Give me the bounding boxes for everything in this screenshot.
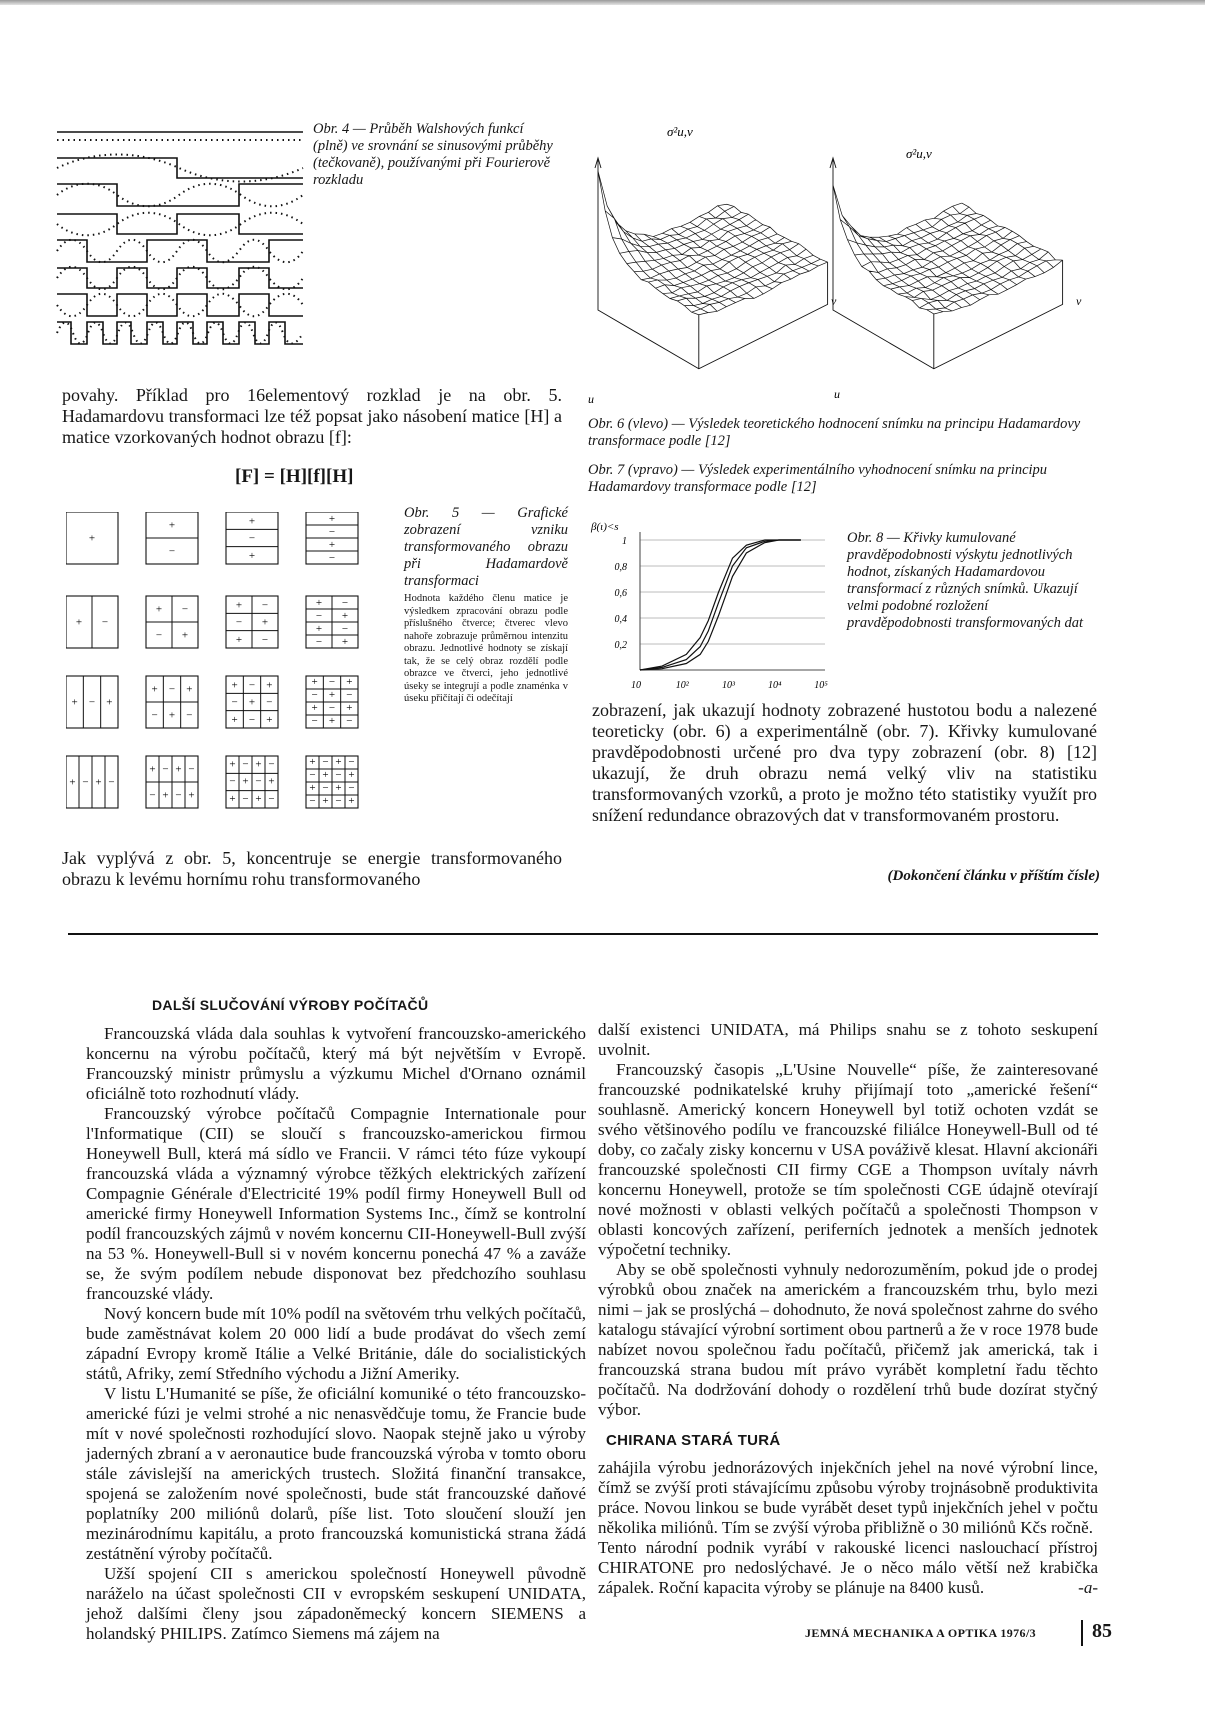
svg-text:+: +: [255, 793, 262, 805]
svg-text:−: −: [335, 769, 342, 782]
chart-x-tick: 10⁵: [814, 680, 828, 690]
left-continuation: Jak vyplývá z obr. 5, koncentruje se energie transformovaného obrazu k levému hornímu rohu transformovaného: [62, 848, 562, 889]
svg-text:−: −: [242, 793, 249, 805]
figure-6-caption: Obr. 6 (vlevo) — Výsledek teoretického hodnocení snímku na principu Hadamardovy transformace podle [12]: [588, 416, 1081, 449]
svg-text:−: −: [175, 789, 182, 802]
article-1-column-2: [598, 1020, 1098, 1420]
svg-text:−: −: [311, 689, 318, 702]
figure-6-surface: [595, 158, 828, 369]
chart-series-line: [640, 540, 801, 670]
article-1-paragraph-1: Francouzská vláda dala souhlas k vytvoření francouzsko-amerického koncernu na výrobu počítačů, který má být největším v Evropě. Francouzský ministr průmyslu a výzkumu Michel d'Ornano oznámil oficiálně toto rozhodnutí vlády.: [86, 1024, 586, 1103]
svg-text:+: +: [266, 679, 273, 692]
svg-text:+: +: [235, 634, 243, 646]
figure-8-caption: Obr. 8 — Křivky kumulované pravděpodobnosti výskytu jednotlivých hodnot, získaných Hadamardovou transformací z různých snímků. Ukazují velmi podobné rozložení pravděpodobnosti transformovaných dat: [847, 530, 1084, 631]
hadamard-cell-1-2: [226, 596, 278, 648]
chart-y-tick: 0,2: [614, 640, 627, 651]
chart-y-tick: 0,4: [614, 614, 627, 625]
svg-text:+: +: [188, 789, 195, 802]
hadamard-cell-3-1: [146, 756, 198, 808]
hadamard-cell-0-2: [226, 512, 278, 564]
svg-text:+: +: [311, 676, 318, 689]
svg-text:−: −: [101, 616, 109, 629]
svg-text:−: −: [88, 696, 96, 709]
figure-7-surface: [830, 158, 1063, 369]
hadamard-cell-1-0: [66, 596, 118, 648]
svg-text:+: +: [75, 616, 83, 629]
section-separator: [68, 933, 1098, 935]
svg-text:−: −: [168, 545, 176, 558]
svg-text:−: −: [346, 689, 353, 702]
article-2-title: CHIRANA STARÁ TURÁ: [606, 1432, 781, 1449]
svg-text:−: −: [181, 603, 189, 616]
svg-text:−: −: [235, 616, 243, 629]
svg-text:−: −: [168, 683, 176, 696]
figure-8-chart: [585, 520, 840, 690]
svg-text:+: +: [168, 709, 176, 722]
chart-y-tick: 1: [622, 536, 627, 547]
svg-text:−: −: [335, 795, 342, 808]
figure-5-caption-title: Obr. 5 — Grafické zobrazení vzniku transformovaného obrazu při Hadamardově transformaci: [404, 505, 568, 589]
svg-text:+: +: [309, 782, 316, 795]
top-border: [0, 0, 1205, 5]
article-1-paragraph-7: Francouzský časopis „L'Usine Nouvelle“ píše, že zainteresované francouzské podnikatelské kruhy přijímají toto „americké řešení“ souhlasně. Americký koncern Honeywell byl totiž ochoten vzdát se svého většinového podílu ve francouzské filiálce Honeywell-Bull od té doby, co začaly zisky koncernu v USA pováživě klesat. Hlavní akcionáři francouzské společnosti CII firmy CGE a Thompson uvítaly návrh koncernu Honeywell, protože se tím společnosti CGE údajně otevírají nové možnosti v oblasti velkých počítačů a společnosti Thompson v oblasti koncových zařízení, periferních jednotek a menších jednotek výpočetní techniky.: [598, 1060, 1098, 1259]
figure-5-hadamard-grid: [66, 512, 386, 832]
article-1-paragraph-6: další existenci UNIDATA, má Philips snahu se z tohoto seskupení uvolnit.: [598, 1020, 1098, 1059]
svg-text:+: +: [229, 793, 236, 805]
svg-text:−: −: [268, 793, 275, 805]
svg-text:+: +: [248, 696, 256, 709]
svg-text:−: −: [328, 526, 336, 539]
svg-text:+: +: [229, 758, 236, 771]
hadamard-cell-2-3: [306, 676, 358, 728]
svg-text:−: −: [309, 769, 316, 782]
svg-text:+: +: [266, 714, 273, 726]
svg-text:−: −: [248, 679, 256, 692]
right-continuation: zobrazení, jak ukazují hodnoty zobrazené hustotou bodu a nalezené teoreticky (obr. 6) a experimentálně (obr. 7). Křivky kumulované pravděpodobnosti určené pro dva typy zobrazení (obr. 8) [12] ukazují, že druh obrazu nemá velký vliv na statistiku transformovaných vzorků, a proto je možno této statistiky využít pro snížení redundance obrazových dat v transformovaném prostoru.: [592, 700, 1097, 825]
svg-text:−: −: [155, 629, 163, 642]
chart-x-tick: 10³: [722, 680, 735, 690]
footer-divider: [1081, 1620, 1083, 1646]
footer-journal: JEMNÁ MECHANIKA A OPTIKA 1976/3: [805, 1626, 1037, 1640]
article-1-paragraph-8: Aby se obě společnosti vyhnuly nedorozuměním, pokud jde o prodej výrobků obou značek na americkém a francouzském trhu, bylo mezi nimi – jak se proslýchá – dohodnuto, že nová společnost zahrne do svého katalogu stávající výrobní sortiment obou partnerů a že v roce 1978 bude nabízet novou společnou řadu počítačů, přičemž jak americká, tak i francouzská strana budou mít právo vyrábět kompletní řadu těchto počítačů. Na dodržování dohody o rozdělení trhů bude dozírat styčný výbor.: [598, 1260, 1098, 1419]
fig7-v-label: v: [1076, 294, 1082, 308]
svg-text:−: −: [268, 758, 275, 771]
hadamard-cell-2-1: [146, 676, 198, 728]
svg-text:+: +: [149, 763, 156, 776]
figure-4-walsh-functions: [55, 128, 310, 366]
svg-text:−: −: [242, 758, 249, 771]
chart-y-tick: 0,8: [614, 562, 627, 573]
article-2-paragraph-1: zahájila výrobu jednorázových injekčních jehel na nové výrobní lince, čímž se zvýší proti stávajícímu způsobu výroby trojnásobně produktivita práce. Novou linkou se bude vyrábět deset typů injekčních jehel v počtu několika miliónů. Tím se zvýší výroba přibližně o 30 miliónů Kčs ročně.: [598, 1458, 1098, 1537]
svg-text:+: +: [311, 702, 318, 715]
fig6-u-label: u: [588, 392, 594, 406]
walsh-solid-lines: [57, 132, 303, 344]
hadamard-cell-1-1: [146, 596, 198, 648]
fig7-u-label: u: [834, 387, 840, 401]
svg-text:+: +: [315, 623, 323, 636]
fig7-sigma-label: σ²u,v: [906, 146, 932, 161]
svg-text:+: +: [248, 550, 256, 562]
svg-text:−: −: [315, 636, 323, 649]
svg-text:+: +: [335, 782, 342, 795]
chart-series-line: [640, 540, 801, 670]
svg-text:+: +: [95, 776, 102, 789]
svg-text:−: −: [341, 623, 349, 636]
svg-text:−: −: [229, 775, 236, 788]
svg-text:−: −: [348, 756, 355, 769]
svg-text:+: +: [346, 676, 353, 689]
sine-dotted-lines: [57, 140, 303, 344]
hadamard-cell-3-3: [306, 756, 358, 808]
svg-text:−: −: [322, 782, 329, 795]
svg-text:+: +: [322, 795, 329, 808]
hadamard-cell-3-0: [66, 756, 118, 808]
intro-paragraph: povahy. Příklad pro 16elementový rozklad je na obr. 5. Hadamardovu transformaci lze též popsat jako násobení matice [H] a matice vzorkovaných hodnot obrazu [f]:: [62, 385, 562, 447]
svg-text:+: +: [155, 603, 163, 616]
svg-text:−: −: [255, 775, 262, 788]
continuation-note: (Dokončení článku v příštím čísle): [887, 868, 1100, 884]
svg-text:−: −: [315, 610, 323, 623]
svg-text:+: +: [315, 597, 323, 610]
chart-series-line: [640, 540, 801, 670]
svg-text:−: −: [261, 599, 269, 612]
svg-text:+: +: [346, 702, 353, 715]
svg-text:−: −: [108, 776, 115, 789]
svg-text:−: −: [328, 552, 336, 565]
svg-text:+: +: [175, 763, 182, 776]
chart-y-tick: 0,6: [614, 588, 627, 599]
svg-text:−: −: [266, 696, 273, 709]
svg-text:−: −: [248, 714, 256, 726]
svg-text:+: +: [341, 610, 349, 623]
svg-text:+: +: [181, 629, 189, 642]
svg-text:+: +: [328, 715, 336, 728]
article-2-paragraph-2: Tento národní podnik vyrábí v rakouské licenci naslouchací přístroj CHIRATONE pro nedoslýchavé. Je o něco málo větší než krabička zápalek. Roční kapacita výroby se plánuje na 8400 kusů.: [598, 1538, 1098, 1597]
article-1-paragraph-2: Francouzský výrobce počítačů Compagnie Internationale pour l'Informatique (CII) se sloučí s francouzsko-americkou firmou Honeywell Bull, která má sídlo ve Francii. V rámci této fúze vykoupí francouzská vláda a významný výrobce těžkých elektrických zařízení Compagnie Générale d'Electricité 19% podíl firmy Honeywell Bull od americké firmy Honeywell Information Systems Inc., čímž se kontrolní podíl francouzských zájmů v novém koncernu CII-Honeywell-Bull zvýší na 53 %. Honeywell-Bull si v novém koncernu ponechá 47 % a zaváže se, že svým podílem nebude disponovat bez předchozího souhlasu francouzské vlády.: [86, 1104, 586, 1303]
svg-text:−: −: [309, 795, 316, 808]
svg-text:−: −: [231, 696, 238, 709]
chart-frame: [640, 532, 825, 670]
svg-text:−: −: [322, 756, 329, 769]
svg-text:+: +: [261, 616, 269, 629]
svg-text:+: +: [106, 696, 113, 709]
figure-5-caption: [404, 505, 568, 706]
svg-text:+: +: [255, 758, 262, 771]
svg-text:+: +: [328, 513, 336, 526]
article-2-body: [598, 1458, 1098, 1598]
figures-6-7-surfaces: [588, 120, 1098, 410]
svg-text:+: +: [348, 795, 355, 808]
svg-text:+: +: [69, 776, 76, 789]
svg-text:−: −: [82, 776, 89, 789]
hadamard-cell-2-2: [226, 676, 278, 728]
svg-text:+: +: [88, 532, 96, 545]
svg-text:+: +: [335, 756, 342, 769]
svg-text:−: −: [346, 715, 353, 728]
svg-text:−: −: [341, 597, 349, 610]
svg-text:−: −: [151, 709, 158, 722]
svg-text:−: −: [162, 763, 169, 776]
svg-text:−: −: [311, 715, 318, 728]
hadamard-cell-0-0: [66, 512, 118, 564]
hadamard-equation: [F] = [H][f][H]: [235, 466, 354, 487]
article-1-paragraph-5: Užší spojení CII s americkou společností Honeywell původně naráželo na účast společnosti CII v evropském seskupení UNIDATA, jehož dalšími členy jsou západoněmecký koncern SIEMENS a holandský PHILIPS. Zatímco Siemens má zájem na: [86, 1564, 586, 1643]
svg-text:+: +: [151, 683, 158, 696]
article-2-signature: -a-: [1078, 1578, 1098, 1597]
svg-text:−: −: [328, 702, 336, 715]
chart-x-tick: 10²: [675, 680, 689, 690]
page-number: 85: [1092, 1620, 1112, 1642]
svg-text:+: +: [322, 769, 329, 782]
svg-text:+: +: [168, 519, 176, 532]
article-1-paragraph-3: Nový koncern bude mít 10% podíl na světovém trhu velkých počítačů, bude zaměstnávat kolem 20 000 lidí a bude prodávat do všech zemí západní Evropy kromě Itálie a Velké Británie, dále do socialistických států, Afriky, zemí Středního východu a Jižní Ameriky.: [86, 1304, 586, 1383]
svg-text:+: +: [71, 696, 78, 709]
fig6-sigma-label: σ²u,v: [667, 124, 693, 139]
svg-text:−: −: [188, 763, 195, 776]
chart-y-label: β(ι)<s: [591, 521, 619, 533]
svg-text:−: −: [186, 709, 193, 722]
chart-x-tick: 10: [631, 680, 641, 690]
hadamard-cell-3-2: [226, 756, 278, 808]
article-1-title: DALŠÍ SLUČOVÁNÍ VÝROBY POČÍTAČŮ: [152, 997, 429, 1013]
svg-text:+: +: [348, 769, 355, 782]
svg-text:+: +: [242, 775, 249, 788]
svg-text:−: −: [248, 532, 256, 545]
svg-text:−: −: [149, 789, 156, 802]
svg-text:+: +: [268, 775, 275, 788]
svg-text:−: −: [261, 634, 269, 646]
hadamard-cell-0-3: [306, 512, 358, 564]
svg-text:+: +: [186, 683, 193, 696]
svg-text:+: +: [248, 515, 256, 528]
svg-text:+: +: [328, 539, 336, 552]
figure-5-caption-text: Hodnota každého členu matice je výsledkem zpracování obrazu podle příslušného čtverce; čtverec vlevo nahoře zobrazuje průměrnou intenzitu obrazu. Jednotlivé hodnoty se získají tak, že se celý obraz rozdělí podle obrazce ve čtverci, jeho jednotlivé úseky se integrují a podle znaménka v úseku přičítají či odečítají: [404, 593, 568, 704]
svg-text:−: −: [328, 676, 336, 689]
svg-text:+: +: [162, 789, 169, 802]
chart-x-tick: 10⁴: [768, 680, 782, 690]
hadamard-cell-0-1: [146, 512, 198, 564]
figure-7-caption: Obr. 7 (vpravo) — Výsledek experimentálního vyhodnocení snímku na principu Hadamardovy transformace podle [12]: [588, 462, 1048, 495]
svg-text:+: +: [231, 679, 238, 692]
svg-text:+: +: [341, 636, 349, 649]
hadamard-cell-2-0: [66, 676, 118, 728]
svg-text:+: +: [235, 599, 243, 612]
svg-text:+: +: [309, 756, 316, 769]
svg-text:+: +: [328, 689, 336, 702]
article-1-column-1: [86, 1024, 586, 1644]
svg-text:−: −: [348, 782, 355, 795]
article-1-paragraph-4: V listu L'Humanité se píše, že oficiální komuniké o této francouzsko-americké fúzi je velmi strohé a nic nenasvědčuje tomu, že Francie bude mít v nové společnosti rozhodující slovo. Naopak stejně jako u výroby jaderných zbraní a v aeronautice bude francouzská výroba v tomto oboru stále závislejší na amerických trustech. Složitá finanční transakce, spojená se založením nové společnosti, bude stát francouzské daňové poplatníky 200 miliónů dolarů, píše list. Toto sloučení slouží jen mezinárodnímu kapitálu, a proto francouzská komunistická strana žádá zestátnění výroby počítačů.: [86, 1384, 586, 1563]
fig6-v-label: v: [831, 294, 837, 308]
figure-4-caption: Obr. 4 — Průběh Walshových funkcí (plně) ve srovnání se sinusovými průběhy (tečkovaně), používanými při Fourierově rozkladu: [313, 121, 553, 188]
svg-text:+: +: [231, 714, 238, 726]
hadamard-cell-1-3: [306, 596, 358, 648]
